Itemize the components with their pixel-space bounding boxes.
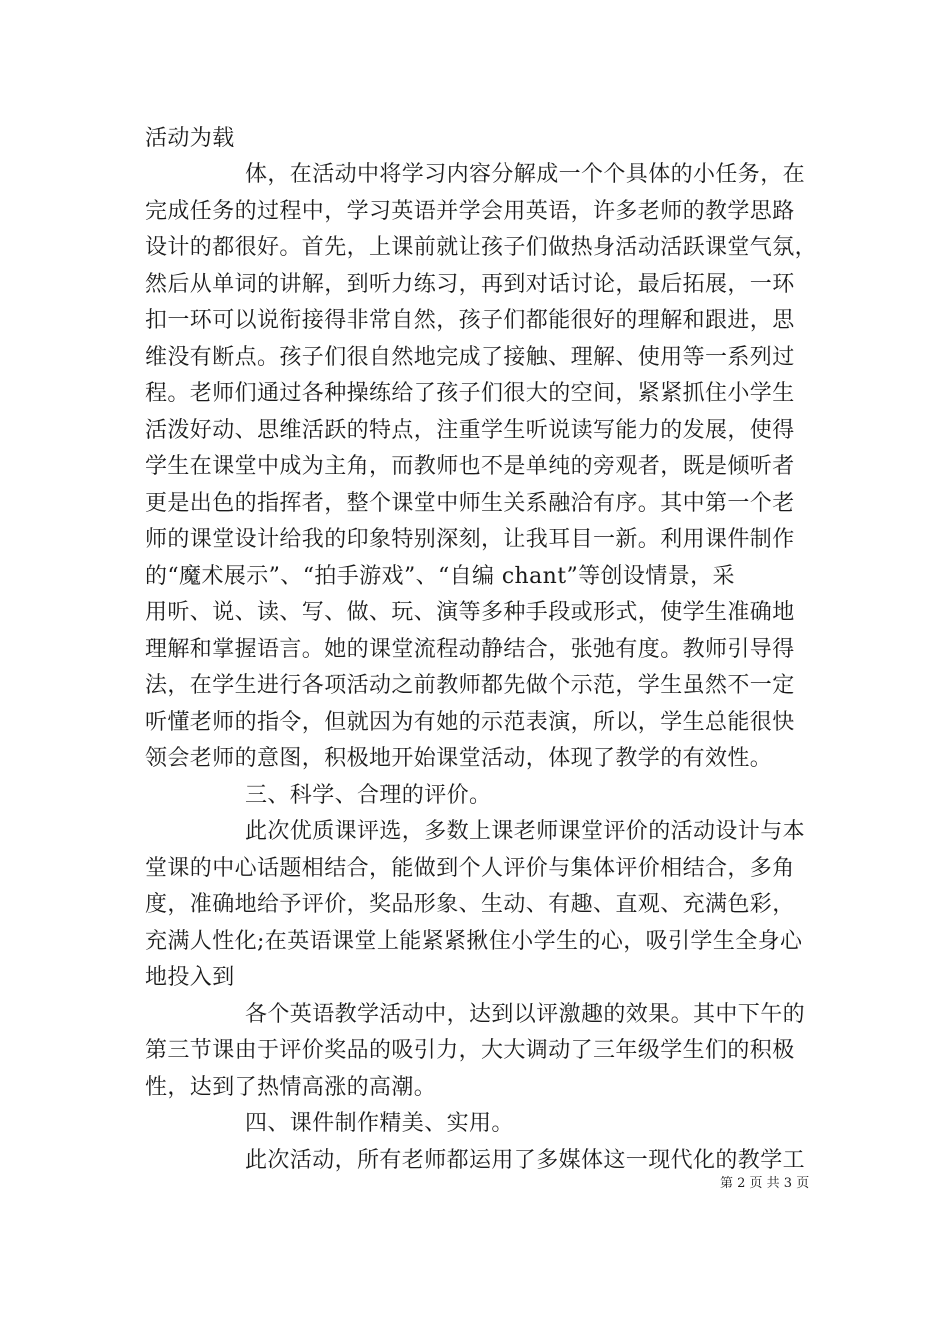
paragraph-line: 扣一环可以说衔接得非常自然，孩子们都能很好的理解和跟进，思 — [145, 308, 795, 333]
paragraph-line: 性，达到了热情高涨的高潮。 — [145, 1075, 437, 1100]
paragraph-line: 然后从单词的讲解，到听力练习，再到对话讨论，最后拓展，一环 — [145, 272, 795, 297]
paragraph-line: 维没有断点。孩子们很自然地完成了接触、理解、使用等一系列过 — [145, 345, 795, 370]
paragraph-first-line: 四、课件制作精美、实用。 — [245, 1111, 514, 1136]
paragraph-first-line: 三、科学、合理的评价。 — [245, 783, 492, 808]
paragraph-line: 第三节课由于评价奖品的吸引力，大大调动了三年级学生们的积极 — [145, 1038, 795, 1063]
paragraph-line: 活动为载 — [145, 126, 235, 151]
paragraph-first-line: 此次优质课评选，多数上课老师课堂评价的活动设计与本 — [245, 819, 806, 844]
paragraph-line: 学生在课堂中成为主角，而教师也不是单纯的旁观者，既是倾听者 — [145, 454, 795, 479]
paragraph-first-line: 此次活动，所有老师都运用了多媒体这一现代化的教学工 — [245, 1148, 806, 1173]
paragraph-line: 堂课的中心话题相结合，能做到个人评价与集体评价相结合，多角 — [145, 856, 795, 881]
paragraph-line: 用听、说、读、写、做、玩、演等多种手段或形式，使学生准确地 — [145, 600, 795, 625]
paragraph-line: 的“魔术展示”、“拍手游戏”、“自编 chant”等创设情景，采 — [145, 564, 735, 589]
paragraph-line: 领会老师的意图，积极地开始课堂活动，体现了教学的有效性。 — [145, 746, 773, 771]
paragraph-line: 充满人性化;在英语课堂上能紧紧揪住小学生的心，吸引学生全身心 — [145, 929, 803, 954]
page-footer: 第 2 页 共 3 页 — [720, 1176, 810, 1191]
paragraph-line: 理解和掌握语言。她的课堂流程动静结合，张弛有度。教师引导得 — [145, 637, 795, 662]
paragraph-first-line: 各个英语教学活动中，达到以评激趣的效果。其中下午的 — [245, 1002, 806, 1027]
paragraph-line: 师的课堂设计给我的印象特别深刻，让我耳目一新。利用课件制作 — [145, 527, 795, 552]
paragraph-line: 程。老师们通过各种操练给了孩子们很大的空间，紧紧抓住小学生 — [145, 381, 795, 406]
paragraph-line: 地投入到 — [145, 965, 235, 990]
paragraph-line: 完成任务的过程中，学习英语并学会用英语，许多老师的教学思路 — [145, 199, 795, 224]
paragraph-line: 听懂老师的指令，但就因为有她的示范表演，所以，学生总能很快 — [145, 710, 795, 735]
paragraph-line: 度，准确地给予评价，奖品形象、生动、有趣、直观、充满色彩， — [145, 892, 795, 917]
paragraph-line: 法，在学生进行各项活动之前教师都先做个示范，学生虽然不一定 — [145, 673, 795, 698]
paragraph-line: 设计的都很好。首先，上课前就让孩子们做热身活动活跃课堂气氛， — [145, 235, 818, 260]
paragraph-first-line: 体，在活动中将学习内容分解成一个个具体的小任务，在 — [245, 162, 806, 187]
paragraph-line: 更是出色的指挥者，整个课堂中师生关系融洽有序。其中第一个老 — [145, 491, 795, 516]
paragraph-line: 活泼好动、思维活跃的特点，注重学生听说读写能力的发展，使得 — [145, 418, 795, 443]
